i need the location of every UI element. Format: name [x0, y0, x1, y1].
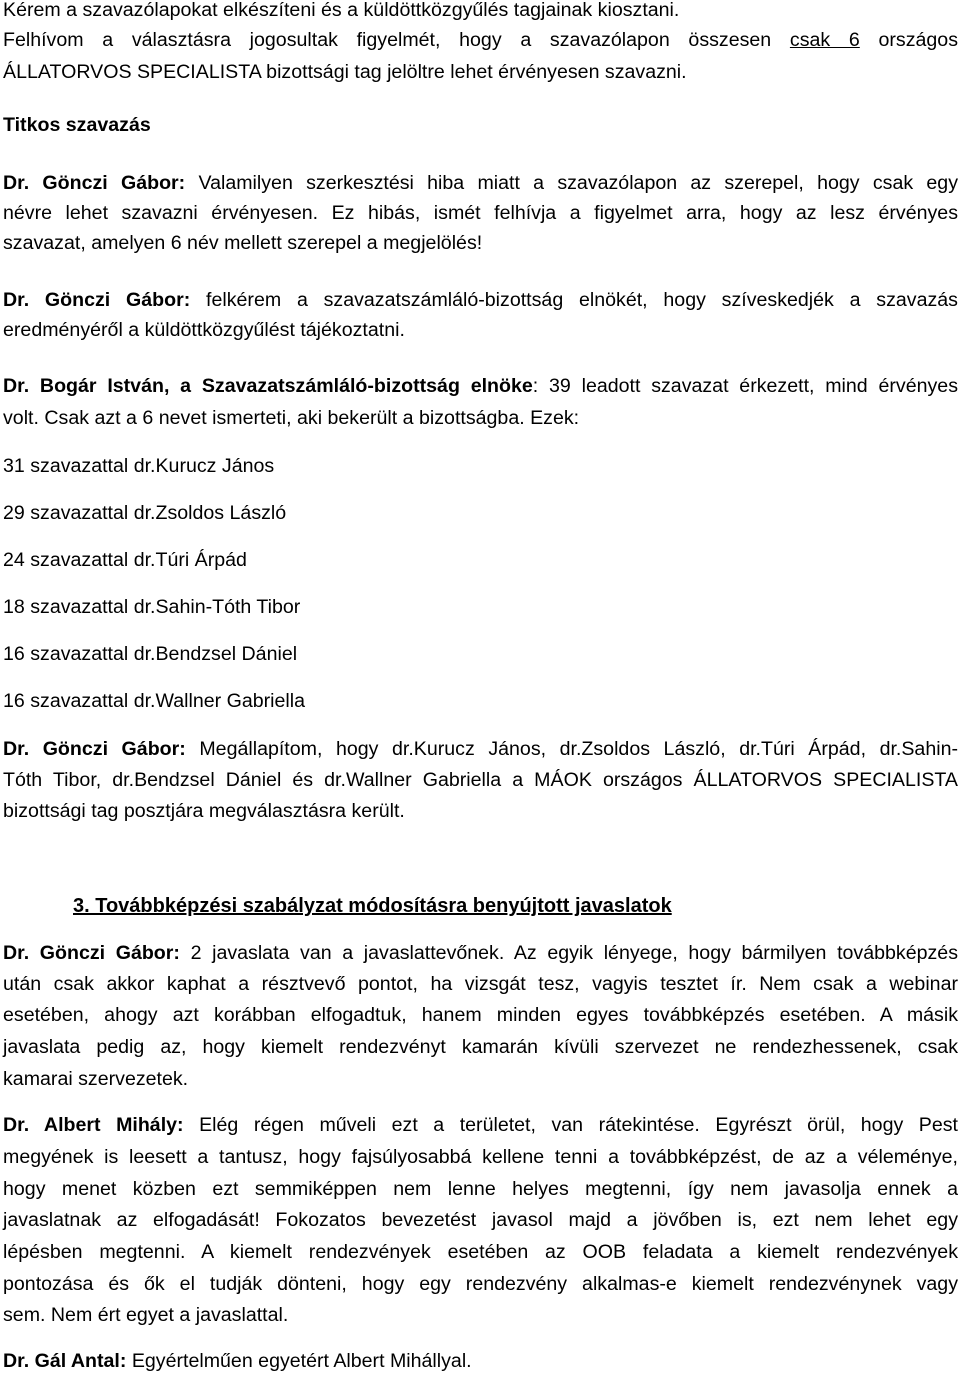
para5-line-5 [3, 1064, 188, 1095]
para6-line-5 [3, 1237, 958, 1268]
intro-text: Kérem a szavazólapokat elkészíteni és a küldöttközgyűlés tagjainak kiosztani. [3, 0, 680, 21]
para6-line-7 [3, 1300, 288, 1331]
speaker-name: Dr. Gönczi Gábor: [3, 738, 186, 760]
para-text: sem. Nem ért egyet a javaslattal. [3, 1304, 289, 1326]
speaker-name: Dr. Bogár István, a Szavazatszámláló-bizottság elnöke [3, 375, 533, 397]
intro-line-1 [3, 0, 679, 26]
para5-line-2 [3, 969, 958, 1000]
result-item: 16 szavazattal dr.Bendzsel Dániel [3, 643, 298, 665]
result-item: 24 szavazattal dr.Túri Árpád [3, 549, 247, 571]
para-text: Tóth Tibor, dr.Bendzsel Dániel és dr.Wallner Gabriella a MÁOK országos ÁLLATORVOS SPECIALISTA [3, 769, 958, 791]
para6-line-2 [3, 1142, 958, 1173]
para6-line-3 [3, 1174, 958, 1205]
para-text: pontozása és ők el tudják dönteni, hogy egy rendezvény alkalmas-e kiemelt rendezvénynek vagy [3, 1273, 958, 1295]
para5-line-3 [3, 1000, 958, 1031]
para-text: névre lehet szavazni érvényesen. [3, 202, 319, 224]
para-text: kamarai szervezetek. [3, 1068, 189, 1090]
underlined-phrase: csak 6 [789, 29, 860, 51]
para4-line-2 [3, 765, 958, 796]
para-text: Valamilyen szerkesztési hiba miatt a szavazólapon az szerepel, hogy csak egy [185, 172, 958, 194]
para-text: esetében, ahogy azt korábban elfogadtuk, hanem minden egyes továbbképzés esetében. A másik [3, 1004, 958, 1026]
section-3-heading: 3. Továbbképzési szabályzat módosításra benyújtott javaslatok [73, 895, 672, 917]
intro-line-2 [3, 25, 958, 56]
para-text: szavazat, amelyen 6 név mellett szerepel a megjelölés! [3, 232, 483, 254]
para-text: javaslatnak az elfogadását! Fokozatos bevezetést javasol majd a jövőben is, ezt nem lehet egy [3, 1209, 958, 1231]
intro-text: Felhívom a választásra jogosultak figyelmét, hogy a szavazólapon összesen [3, 29, 790, 51]
intro-text: ÁLLATORVOS SPECIALISTA bizottsági tag jelöltre lehet érvényesen szavazni. [3, 61, 687, 83]
para6-line-4 [3, 1205, 958, 1236]
para-text: Megállapítom, hogy dr.Kurucz János, dr.Zsoldos László, dr.Túri Árpád, dr.Sahin- [185, 738, 958, 760]
speaker-name: Dr. Albert Mihály: [3, 1114, 184, 1136]
result-item: 16 szavazattal dr.Wallner Gabriella [3, 690, 306, 712]
intro-text: országos [859, 29, 958, 51]
para1-line-1 [3, 168, 958, 199]
speaker-name: Dr. Gönczi Gábor: [3, 172, 186, 194]
para-text: lépésben megtenni. A kiemelt rendezvények esetében az OOB feladata a kiemelt rendezvények [3, 1241, 958, 1263]
para4-line-1 [3, 734, 958, 765]
para-text: megyének is leesett a tantusz, hogy fajsúlyosabbá kellene tenni a továbbképzést, de az a véleménye, [3, 1146, 958, 1168]
para2-line-2 [3, 315, 405, 346]
para-text: javaslata pedig az, hogy kiemelt rendezvényt kamarán kívüli szervezet ne rendezhessenek, csak [3, 1036, 958, 1058]
para2-line-1 [3, 285, 958, 316]
intro-line-3 [3, 57, 687, 88]
para-text: Egyértelműen egyetért Albert Mihállyal. [126, 1350, 472, 1372]
speaker-name: Dr. Gál Antal: [3, 1350, 127, 1372]
para-text: 2 javaslata van a javaslattevőnek. Az egyik lényege, hogy bármilyen továbbképzés [179, 942, 958, 964]
result-item: 31 szavazattal dr.Kurucz János [3, 455, 275, 477]
para-text: után csak akkor kaphat a résztvevő pontot, ha vizsgát tesz, vagyis tesztet ír. Nem csak a webinar [3, 973, 958, 995]
para3-line-2 [3, 403, 579, 434]
para-text: volt. Csak azt a 6 nevet ismerteti, aki bekerült a bizottságba. Ezek: [3, 407, 580, 429]
para3-line-1 [3, 371, 958, 402]
para5-line-1 [3, 938, 958, 969]
para-text: : 39 leadott szavazat érkezett, mind érvényes [532, 375, 958, 397]
result-item: 18 szavazattal dr.Sahin-Tóth Tibor [3, 596, 301, 618]
para6-line-6 [3, 1269, 958, 1300]
para-text: hogy menet közben ezt semmiképpen nem lenne helyes megtenni, így nem javasolja ennek a [3, 1178, 958, 1200]
para4-line-3 [3, 796, 405, 827]
result-item: 29 szavazattal dr.Zsoldos László [3, 502, 287, 524]
para-text: eredményéről a küldöttközgyűlést tájékoztatni. [3, 319, 405, 341]
secret-vote-heading: Titkos szavazás [3, 114, 151, 136]
para6-line-1 [3, 1110, 958, 1141]
speaker-name: Dr. Gönczi Gábor: [3, 289, 191, 311]
para-text: felkérem a szavazatszámláló-bizottság elnökét, hogy szíveskedjék a szavazás [190, 289, 958, 311]
para-text: Ez hibás, ismét felhívja a figyelmet arra, hogy az lesz érvényes [318, 202, 959, 224]
para-text: bizottsági tag posztjára megválasztásra került. [3, 800, 405, 822]
para-text: Elég régen műveli ezt a területet, van rátekintése. Egyrészt örül, hogy Pest [183, 1114, 959, 1136]
speaker-name: Dr. Gönczi Gábor: [3, 942, 180, 964]
para1-line-2 [3, 198, 958, 229]
para1-line-3 [3, 228, 482, 259]
para5-line-4 [3, 1032, 958, 1063]
para7-line-1 [3, 1346, 472, 1377]
